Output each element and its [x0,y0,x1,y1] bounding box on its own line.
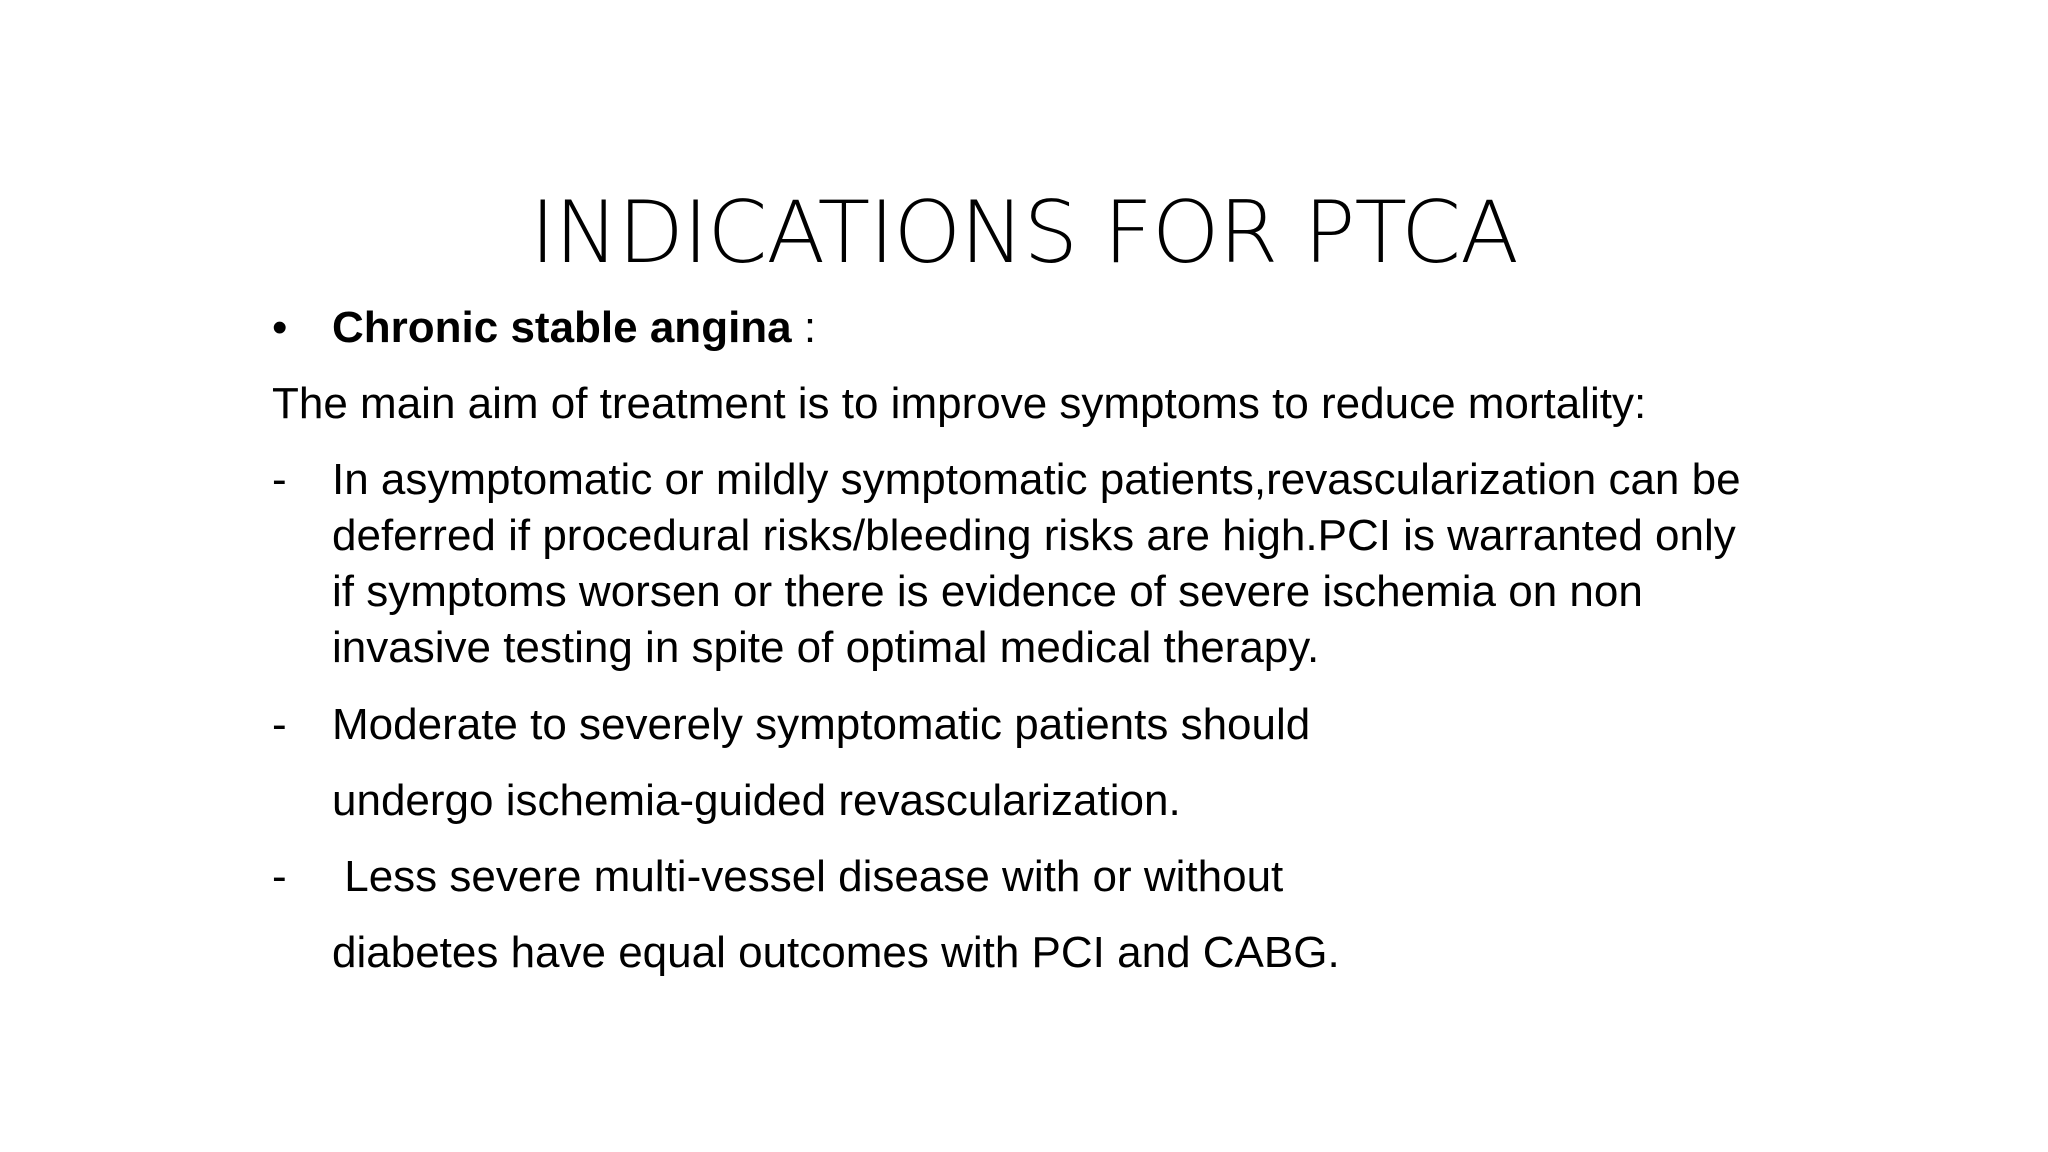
dash-marker: - [272,852,287,901]
heading-bold-text: Chronic stable angina [332,303,792,352]
point-2-continuation: undergo ischemia-guided revascularization. [332,776,1181,825]
dash-marker: - [272,455,287,504]
point-2-line-1: Moderate to severely symptomatic patients should [332,700,1311,749]
dash-marker: - [272,700,287,749]
point-1-line-1: In asymptomatic or mildly symptomatic patients,revascularization can be [332,455,1741,504]
point-1-line-2: deferred if procedural risks/bleeding risks are high.PCI is warranted only [332,511,1736,560]
heading-suffix: : [791,303,817,352]
point-1-line-4: invasive testing in spite of optimal medical therapy. [332,623,1320,672]
point-2 [272,697,1872,753]
point-3-continuation: diabetes have equal outcomes with PCI and CABG. [332,928,1340,977]
point-3-line-1: Less severe multi-vessel disease with or without [332,852,1284,901]
intro-line: The main aim of treatment is to improve symptoms to reduce mortality: [272,379,1647,428]
slide-title: INDICATIONS FOR PTCA [530,183,1518,283]
bullet-heading [272,300,1872,356]
point-1-line-3: if symptoms worsen or there is evidence of severe ischemia on non [332,567,1643,616]
slide-body [272,300,1872,981]
point-1 [272,452,1872,676]
point-3 [272,849,1872,905]
bullet-marker: • [272,303,288,352]
